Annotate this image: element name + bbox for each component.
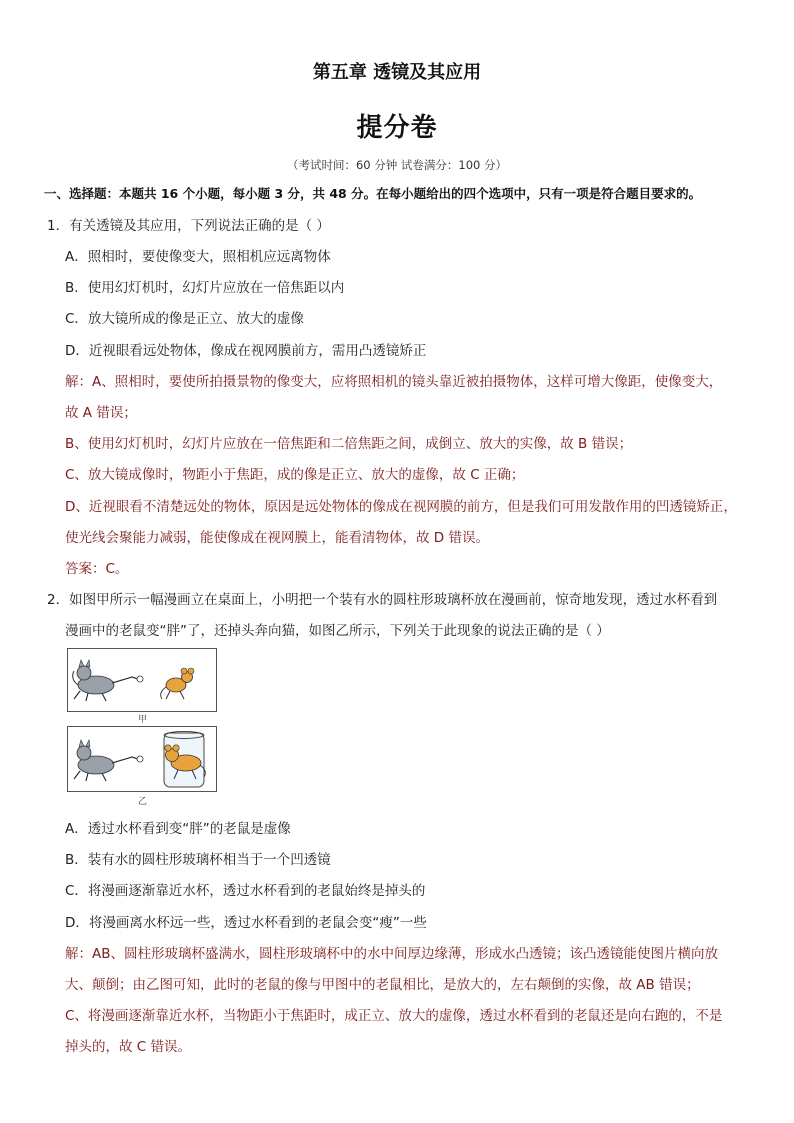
question-2-solution-line: 掉头的，故 C 错误。 bbox=[65, 1039, 192, 1055]
exam-meta: （考试时间：60 分钟 试卷满分：100 分） bbox=[286, 158, 508, 172]
question-2-solution-line: 大、颠倒；由乙图可知，此时的老鼠的像与甲图中的老鼠相比，是放大的，左右颠倒的实像，故 AB 错误； bbox=[65, 977, 700, 993]
question-1-solution-line: B、使用幻灯机时，幻灯片应放在一倍焦距和二倍焦距之间，成倒立、放大的实像，故 B 错误； bbox=[65, 436, 633, 452]
question-2-option-a: A．透过水杯看到变“胖”的老鼠是虚像 bbox=[65, 821, 291, 837]
chapter-title: 第五章 透镜及其应用 bbox=[312, 62, 482, 83]
question-1-solution-line: 使光线会聚能力减弱，能使像成在视网膜上，能看清物体，故 D 错误。 bbox=[65, 530, 489, 546]
figure-yi-caption: 乙 bbox=[138, 797, 148, 807]
question-2-stem: 漫画中的老鼠变“胖”了，还掉头奔向猫，如图乙所示，下列关于此现象的说法正确的是（ ） bbox=[65, 623, 610, 639]
figure-jia-image bbox=[67, 648, 217, 712]
question-1-stem: 1．有关透镜及其应用，下列说法正确的是（ ） bbox=[47, 218, 330, 234]
question-1-option-b: B．使用幻灯机时，幻灯片应放在一倍焦距以内 bbox=[65, 280, 345, 296]
question-2-option-b: B．装有水的圆柱形玻璃杯相当于一个凹透镜 bbox=[65, 852, 331, 868]
question-1-answer: 答案：C。 bbox=[65, 561, 129, 577]
question-1-option-d: D．近视眼看远处物体，像成在视网膜前方，需用凸透镜矫正 bbox=[65, 343, 427, 359]
question-2-stem: 2．如图甲所示一幅漫画立在桌面上，小明把一个装有水的圆柱形玻璃杯放在漫画前，惊奇地发现，透过水杯看到 bbox=[47, 592, 718, 608]
question-1-solution-line: 解：A、照相时，要使所拍摄景物的像变大，应将照相机的镜头靠近被拍摄物体，这样可增大像距，使像变大， bbox=[65, 374, 723, 390]
figure-yi-image bbox=[67, 726, 217, 792]
question-1-option-c: C．放大镜所成的像是正立、放大的虚像 bbox=[65, 311, 304, 327]
cartoon-cat-mouse-illustration bbox=[68, 649, 216, 711]
question-2-option-d: D．将漫画离水杯远一些，透过水杯看到的老鼠会变“瘦”一些 bbox=[65, 915, 427, 931]
question-1-solution-line: D、近视眼看不清楚远处的物体，原因是远处物体的像成在视网膜的前方，但是我们可用发散作用的凹透镜矫正， bbox=[65, 499, 737, 515]
question-1-option-a: A．照相时，要使像变大，照相机应远离物体 bbox=[65, 249, 331, 265]
question-1-solution-line: C、放大镜成像时，物距小于焦距，成的像是正立、放大的虚像，故 C 正确； bbox=[65, 467, 525, 483]
figure-jia-caption: 甲 bbox=[138, 715, 148, 725]
question-1-solution-line: 故 A 错误； bbox=[65, 405, 137, 421]
question-2-solution-line: C、将漫画逐渐靠近水杯，当物距小于焦距时，成正立、放大的虚像，透过水杯看到的老鼠还是向右跑的，不是 bbox=[65, 1008, 723, 1024]
question-2-option-c: C．将漫画逐渐靠近水杯，透过水杯看到的老鼠始终是掉头的 bbox=[65, 883, 426, 899]
section-heading: 一、选择题：本题共 16 个小题，每小题 3 分，共 48 分。在每小题给出的四个选项中，只有一项是符合题目要求的。 bbox=[44, 186, 702, 201]
page-title: 提分卷 bbox=[356, 113, 438, 143]
question-2-solution-line: 解：AB、圆柱形玻璃杯盛满水，圆柱形玻璃杯中的水中间厚边缘薄，形成水凸透镜；该凸透镜能使图片横向放 bbox=[65, 946, 718, 962]
cartoon-cat-mouse-glass-illustration bbox=[68, 727, 216, 791]
